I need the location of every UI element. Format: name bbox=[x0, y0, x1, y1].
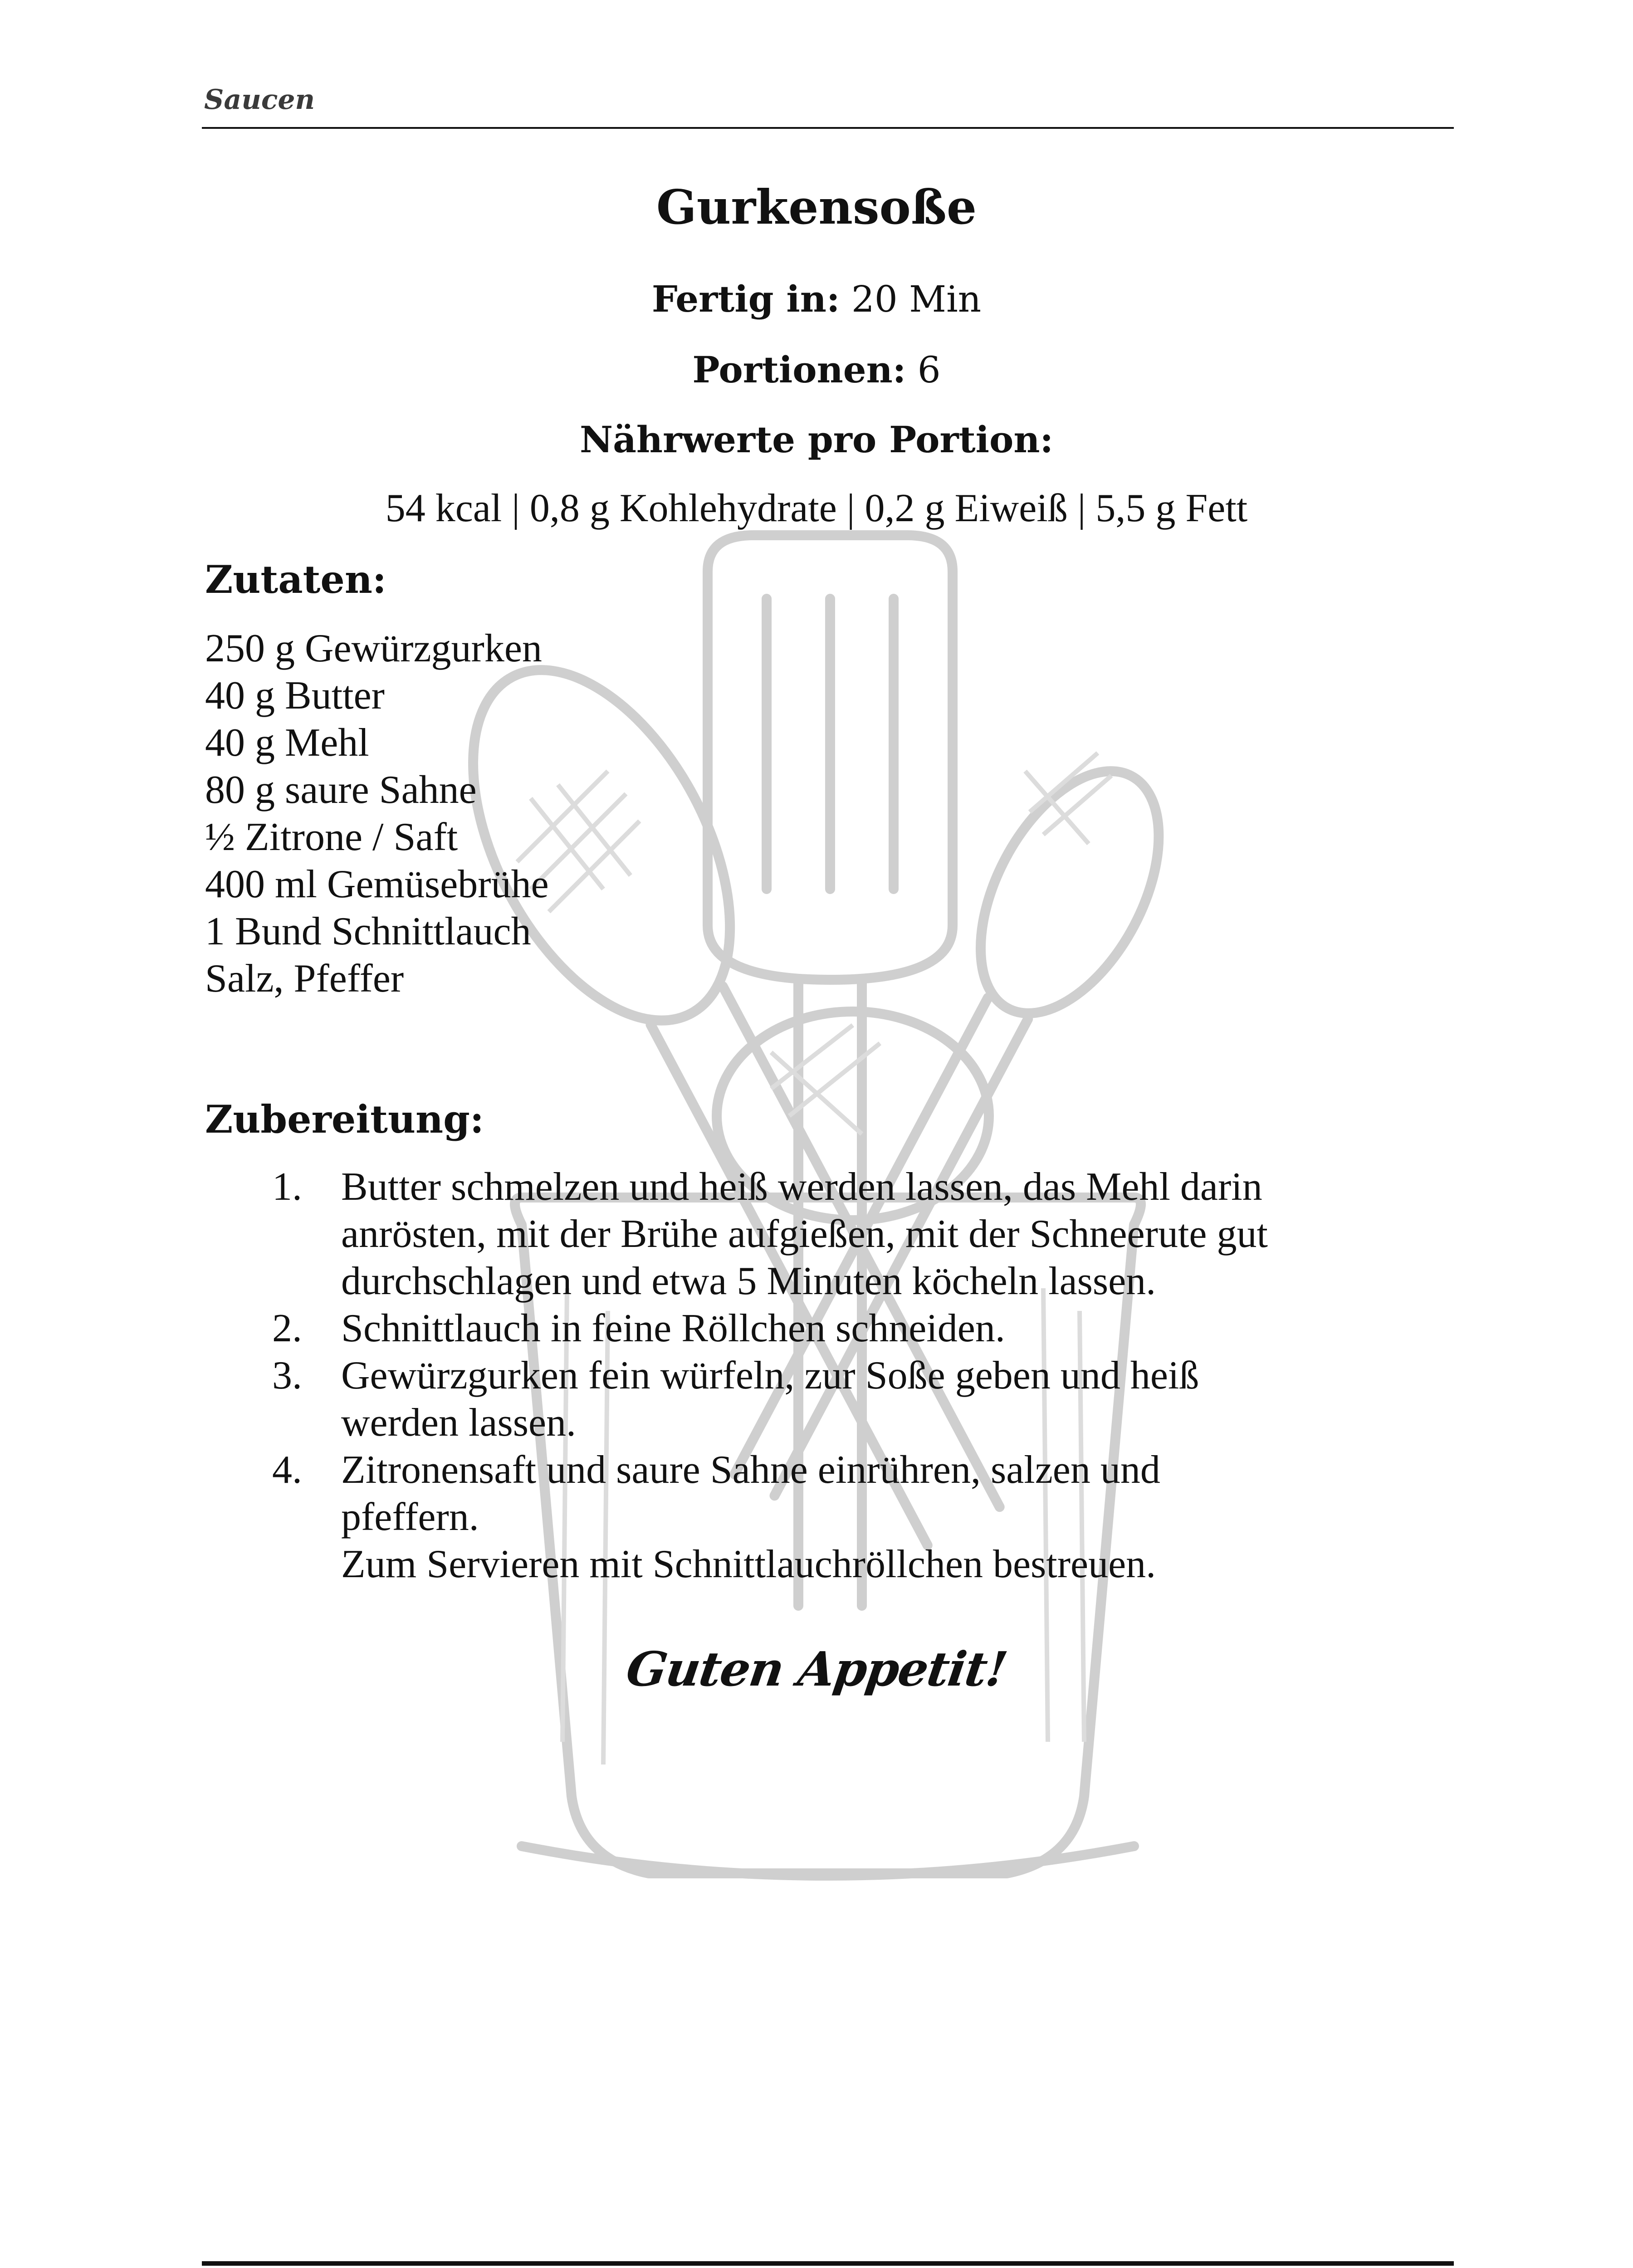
step-number: 4. bbox=[272, 1448, 302, 1492]
step-line: anrösten, mit der Brühe aufgießen, mit der Schneerute gut bbox=[341, 1212, 1268, 1256]
step-text bbox=[341, 1163, 1452, 1305]
ingredient-item: 400 ml Gemüsebrühe bbox=[205, 862, 549, 906]
closing-greeting: Guten Appetit! bbox=[623, 1641, 1010, 1697]
footer-rule bbox=[202, 2261, 1454, 2266]
time-label: Fertig in: bbox=[651, 278, 840, 320]
time-value: 20 Min bbox=[840, 278, 982, 320]
step-line: Zitronensaft und saure Sahne einrühren, salzen und bbox=[341, 1448, 1160, 1492]
nutrition-label: Nährwerte pro Portion: bbox=[579, 418, 1054, 461]
time-line bbox=[0, 278, 1633, 320]
ingredient-item: 1 Bund Schnittlauch bbox=[205, 909, 531, 953]
ingredient-list bbox=[205, 625, 549, 1002]
nutrition-values: 54 kcal | 0,8 g Kohlehydrate | 0,2 g Eiweiß | 5,5 g Fett bbox=[385, 486, 1248, 530]
nutrition-heading bbox=[0, 418, 1633, 461]
ingredient-item: 40 g Mehl bbox=[205, 721, 369, 765]
servings-value: 6 bbox=[906, 349, 941, 391]
step-item bbox=[272, 1163, 1452, 1305]
ingredient-item: ½ Zitrone / Saft bbox=[205, 815, 458, 859]
ingredient-item: 80 g saure Sahne bbox=[205, 768, 477, 812]
servings-line bbox=[0, 348, 1633, 391]
ingredient-item: 40 g Butter bbox=[205, 674, 385, 718]
step-text bbox=[341, 1447, 1452, 1588]
step-text bbox=[341, 1305, 1452, 1352]
step-line: Schnittlauch in feine Röllchen schneiden. bbox=[341, 1306, 1005, 1350]
header-rule bbox=[202, 127, 1454, 129]
step-item bbox=[272, 1447, 1452, 1588]
step-line: pfeffern. bbox=[341, 1495, 479, 1539]
recipe-title: Gurkensoße bbox=[656, 179, 977, 235]
preparation-heading: Zubereitung: bbox=[205, 1097, 484, 1142]
step-number: 1. bbox=[272, 1165, 302, 1209]
preparation-steps bbox=[272, 1163, 1452, 1588]
ingredient-item: Salz, Pfeffer bbox=[205, 957, 404, 1001]
running-header: Saucen bbox=[204, 84, 315, 116]
step-number: 3. bbox=[272, 1354, 302, 1398]
step-item bbox=[272, 1352, 1452, 1447]
step-line: Butter schmelzen und heiß werden lassen, das Mehl darin bbox=[341, 1165, 1262, 1209]
step-line: Gewürzgurken fein würfeln, zur Soße geben und heiß bbox=[341, 1354, 1199, 1398]
step-line: werden lassen. bbox=[341, 1401, 577, 1445]
step-text bbox=[341, 1352, 1452, 1447]
step-line: Zum Servieren mit Schnittlauchröllchen bestreuen. bbox=[341, 1542, 1156, 1586]
step-number: 2. bbox=[272, 1306, 302, 1350]
step-item bbox=[272, 1305, 1452, 1352]
ingredient-item: 250 g Gewürzgurken bbox=[205, 626, 542, 670]
servings-label: Portionen: bbox=[692, 348, 906, 391]
step-line: durchschlagen und etwa 5 Minuten köcheln lassen. bbox=[341, 1259, 1156, 1303]
ingredients-heading: Zutaten: bbox=[205, 557, 386, 602]
